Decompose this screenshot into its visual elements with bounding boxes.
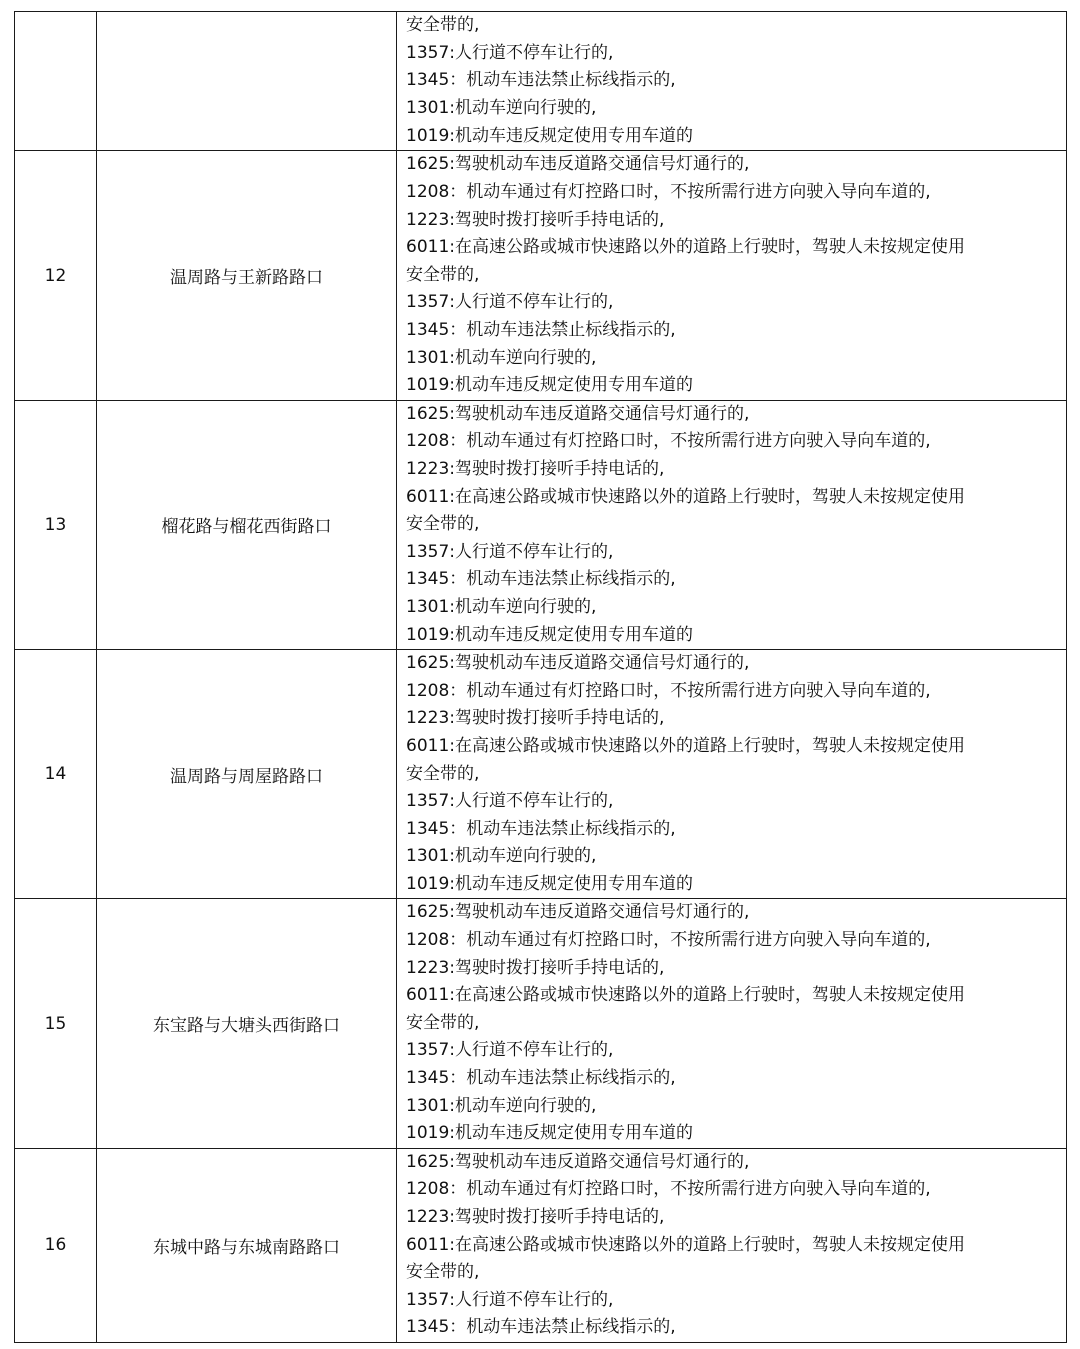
violation-codes [397,650,1067,899]
violation-line: 1301:机动车逆向行驶的, [406,846,597,867]
violation-line: 1625:驾驶机动车违反道路交通信号灯通行的, [406,1151,750,1172]
violation-line: 1223:驾驶时拨打接听手持电话的, [406,708,665,729]
violation-line: 1223:驾驶时拨打接听手持电话的, [406,458,665,479]
violation-line: 1019:机动车违反规定使用专用车道的 [406,1123,693,1144]
intersection-name [97,12,397,151]
table-row [15,151,1067,400]
violation-line: 安全带的, [406,763,480,784]
violation-line: 1208：机动车通过有灯控路口时，不按所需行进方向驶入导向车道的, [406,930,931,951]
table-row [15,899,1067,1148]
violation-line: 1301:机动车逆向行驶的, [406,347,597,368]
violation-line: 6011:在高速公路或城市快速路以外的道路上行驶时，驾驶人未按规定使用 [406,735,965,756]
violation-line: 1301:机动车逆向行驶的, [406,98,597,119]
violation-line: 6011:在高速公路或城市快速路以外的道路上行驶时，驾驶人未按规定使用 [406,486,965,507]
violation-line: 1345：机动车违法禁止标线指示的, [406,818,676,839]
intersection-name: 温周路与周屋路路口 [97,650,397,899]
table-row [15,12,1067,151]
row-number: 12 [15,151,97,400]
row-number [15,12,97,151]
violation-line: 1345：机动车违法禁止标线指示的, [406,1068,676,1089]
intersection-name: 榴花路与榴花西街路口 [97,400,397,649]
violation-line: 1345：机动车违法禁止标线指示的, [406,1317,676,1338]
violation-line: 1223:驾驶时拨打接听手持电话的, [406,209,665,230]
violation-line: 1208：机动车通过有灯控路口时，不按所需行进方向驶入导向车道的, [406,680,931,701]
row-number: 14 [15,650,97,899]
violation-codes [397,400,1067,649]
intersection-name: 东宝路与大塘头西街路口 [97,899,397,1148]
violation-line: 1019:机动车违反规定使用专用车道的 [406,873,693,894]
violation-line: 1357:人行道不停车让行的, [406,42,614,63]
row-number: 16 [15,1148,97,1342]
violation-line: 安全带的, [406,15,480,35]
violation-line: 安全带的, [406,1262,480,1283]
violation-line: 1345：机动车违法禁止标线指示的, [406,320,676,340]
violation-line: 1019:机动车违反规定使用专用车道的 [406,125,693,146]
violation-line: 1345：机动车违法禁止标线指示的, [406,569,676,590]
violation-line: 1019:机动车违反规定使用专用车道的 [406,375,693,396]
violation-line: 1345：机动车违法禁止标线指示的, [406,70,676,91]
table-row [15,1148,1067,1342]
violation-line: 1625:驾驶机动车违反道路交通信号灯通行的, [406,902,750,923]
violation-line: 1301:机动车逆向行驶的, [406,1095,597,1116]
table-row [15,650,1067,899]
violation-line: 1208：机动车通过有灯控路口时，不按所需行进方向驶入导向车道的, [406,182,931,203]
violation-line: 1019:机动车违反规定使用专用车道的 [406,624,693,645]
violation-line: 1625:驾驶机动车违反道路交通信号灯通行的, [406,403,750,424]
row-number: 15 [15,899,97,1148]
violation-line: 1357:人行道不停车让行的, [406,292,614,313]
violation-codes [397,899,1067,1148]
intersection-name: 温周路与王新路路口 [97,151,397,400]
table-row [15,400,1067,649]
violation-line: 1208：机动车通过有灯控路口时，不按所需行进方向驶入导向车道的, [406,431,931,452]
violation-line: 1357:人行道不停车让行的, [406,1040,614,1061]
violation-line: 1223:驾驶时拨打接听手持电话的, [406,1207,665,1227]
violation-line: 1357:人行道不停车让行的, [406,1289,614,1310]
violation-line: 1625:驾驶机动车违反道路交通信号灯通行的, [406,154,750,175]
violation-line: 1208：机动车通过有灯控路口时，不按所需行进方向驶入导向车道的, [406,1179,931,1200]
violation-line: 6011:在高速公路或城市快速路以外的道路上行驶时，驾驶人未按规定使用 [406,985,965,1006]
violation-codes [397,151,1067,400]
violation-line: 1357:人行道不停车让行的, [406,541,614,562]
violation-line: 1223:驾驶时拨打接听手持电话的, [406,957,665,978]
violation-codes [397,1148,1067,1342]
violation-line: 安全带的, [406,514,480,535]
violation-line: 1301:机动车逆向行驶的, [406,596,597,617]
intersection-name: 东城中路与东城南路路口 [97,1148,397,1342]
violation-line: 6011:在高速公路或城市快速路以外的道路上行驶时，驾驶人未按规定使用 [406,237,965,258]
violation-line: 6011:在高速公路或城市快速路以外的道路上行驶时，驾驶人未按规定使用 [406,1234,965,1255]
row-number: 13 [15,400,97,649]
violation-table [14,11,1067,1343]
violation-line: 安全带的, [406,264,480,285]
violation-codes [397,12,1067,151]
violation-line: 1625:驾驶机动车违反道路交通信号灯通行的, [406,653,750,674]
violation-line: 1357:人行道不停车让行的, [406,791,614,812]
violation-line: 安全带的, [406,1012,480,1033]
